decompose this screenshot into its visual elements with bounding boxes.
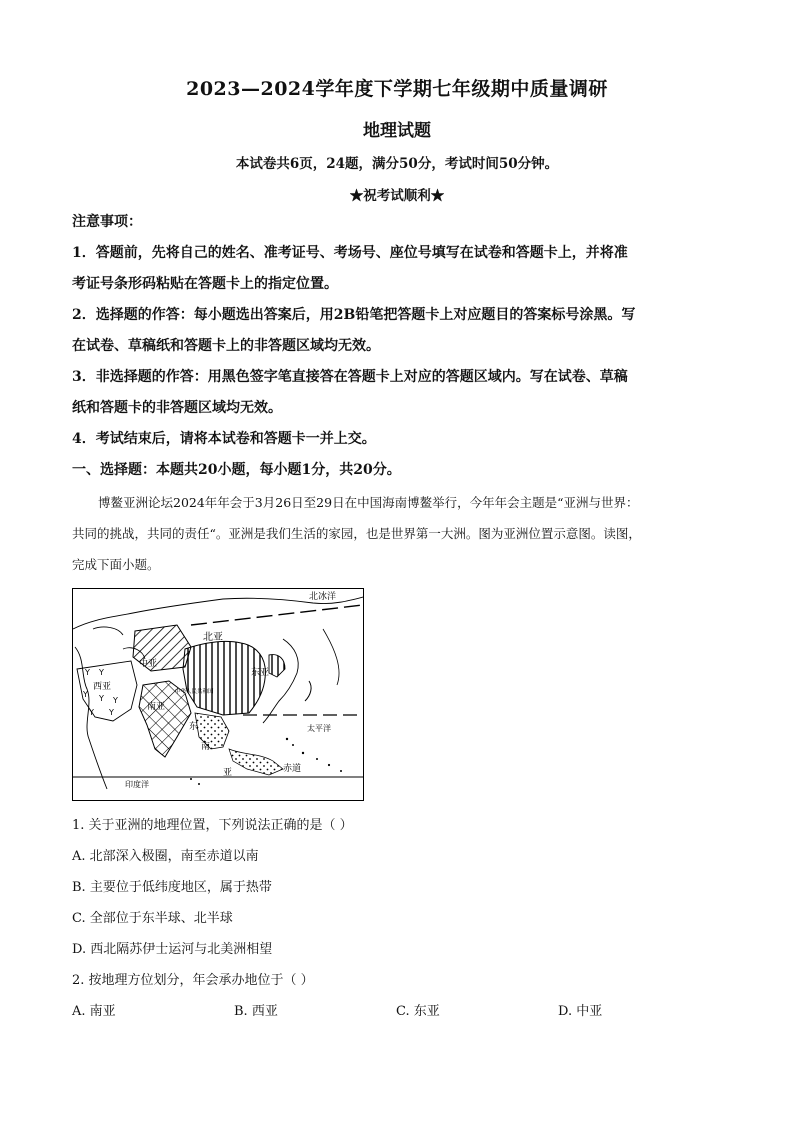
passage-line: 共同的挑战，共同的责任“。亚洲是我们生活的家园，也是世界第一大洲。图为亚洲位置示意图。读图，	[72, 526, 641, 541]
notice-item: 2．选择题的作答：每小题选出答案后，用2B铅笔把答题卡上对应题目的答案标号涂黑。写	[72, 307, 636, 323]
question-2-stem: 2. 按地理方位划分，年会承办地位于（ ）	[72, 973, 314, 988]
section-heading: 一、选择题：本题共20小题，每小题1分，共20分。	[72, 462, 401, 478]
svg-text:Y: Y	[85, 668, 90, 677]
map-label-china: 中华人民共和国	[175, 689, 214, 695]
map-label-central-asia: 中亚	[139, 659, 158, 669]
passage-line: 博鳌亚洲论坛2024年年会于3月26日至29日在中国海南博鳌举行，今年年会主题是“亚洲与世界：	[98, 495, 639, 510]
question-1-stem: 1. 关于亚洲的地理位置，下列说法正确的是（ ）	[72, 818, 353, 833]
notice-item: 考证号条形码粘贴在答题卡上的指定位置。	[72, 276, 338, 292]
map-label-se-dong: 东	[189, 722, 199, 732]
svg-text:Y: Y	[99, 694, 104, 703]
map-label-pacific: 太平洋	[307, 724, 331, 733]
subject-title: 地理试题	[363, 121, 431, 141]
blessing: ★祝考试顺利★	[349, 188, 445, 204]
q2-option-c[interactable]: C. 东亚	[396, 1004, 440, 1019]
q2-option-b[interactable]: B. 西亚	[234, 1004, 278, 1019]
map-label-indian-ocean: 印度洋	[125, 780, 149, 789]
notice-item: 纸和答题卡的非答题区域均无效。	[72, 400, 282, 416]
asia-map-figure	[73, 589, 363, 800]
exam-title: 2023—2024学年度下学期七年级期中质量调研	[186, 78, 608, 100]
map-label-equator: 赤道	[283, 764, 302, 774]
map-label-se-nan: 南	[201, 742, 211, 752]
notice-item: 3．非选择题的作答：用黑色签字笔直接答在答题卡上对应的答题区域内。写在试卷、草稿	[72, 369, 628, 385]
svg-text:Y: Y	[113, 696, 118, 705]
map-label-north-asia: 北亚	[203, 632, 223, 643]
notice-item: 1．答题前，先将自己的姓名、准考证号、考场号、座位号填写在试卷和答题卡上，并将准	[72, 245, 628, 261]
q2-option-d[interactable]: D. 中亚	[558, 1004, 603, 1019]
q2-option-a[interactable]: A. 南亚	[72, 1004, 116, 1019]
notice-heading: 注意事项：	[72, 214, 142, 230]
map-label-south-asia: 南亚	[147, 702, 166, 712]
map-label-arctic: 北冰洋	[309, 592, 337, 602]
map-label-se-ya: 亚	[223, 768, 233, 778]
svg-text:Y: Y	[83, 690, 88, 699]
svg-text:Y: Y	[99, 668, 104, 677]
passage-line: 完成下面小题。	[72, 557, 160, 572]
notice-item: 4．考试结束后，请将本试卷和答题卡一并上交。	[72, 431, 376, 447]
svg-text:Y: Y	[89, 708, 94, 717]
svg-text:Y: Y	[109, 708, 114, 717]
q1-option-d[interactable]: D. 西北隔苏伊士运河与北美洲相望	[72, 942, 273, 957]
exam-info: 本试卷共6页，24题，满分50分，考试时间50分钟。	[235, 156, 559, 172]
notice-item: 在试卷、草稿纸和答题卡上的非答题区域均无效。	[72, 338, 380, 354]
map-label-west-asia: 西亚	[93, 682, 112, 692]
q1-option-b[interactable]: B. 主要位于低纬度地区，属于热带	[72, 880, 272, 895]
q1-option-a[interactable]: A. 北部深入极圈，南至赤道以南	[72, 849, 259, 864]
q1-option-c[interactable]: C. 全部位于东半球、北半球	[72, 911, 233, 926]
map-label-east-asia: 东亚	[251, 668, 270, 678]
asia-location-map	[72, 588, 364, 801]
